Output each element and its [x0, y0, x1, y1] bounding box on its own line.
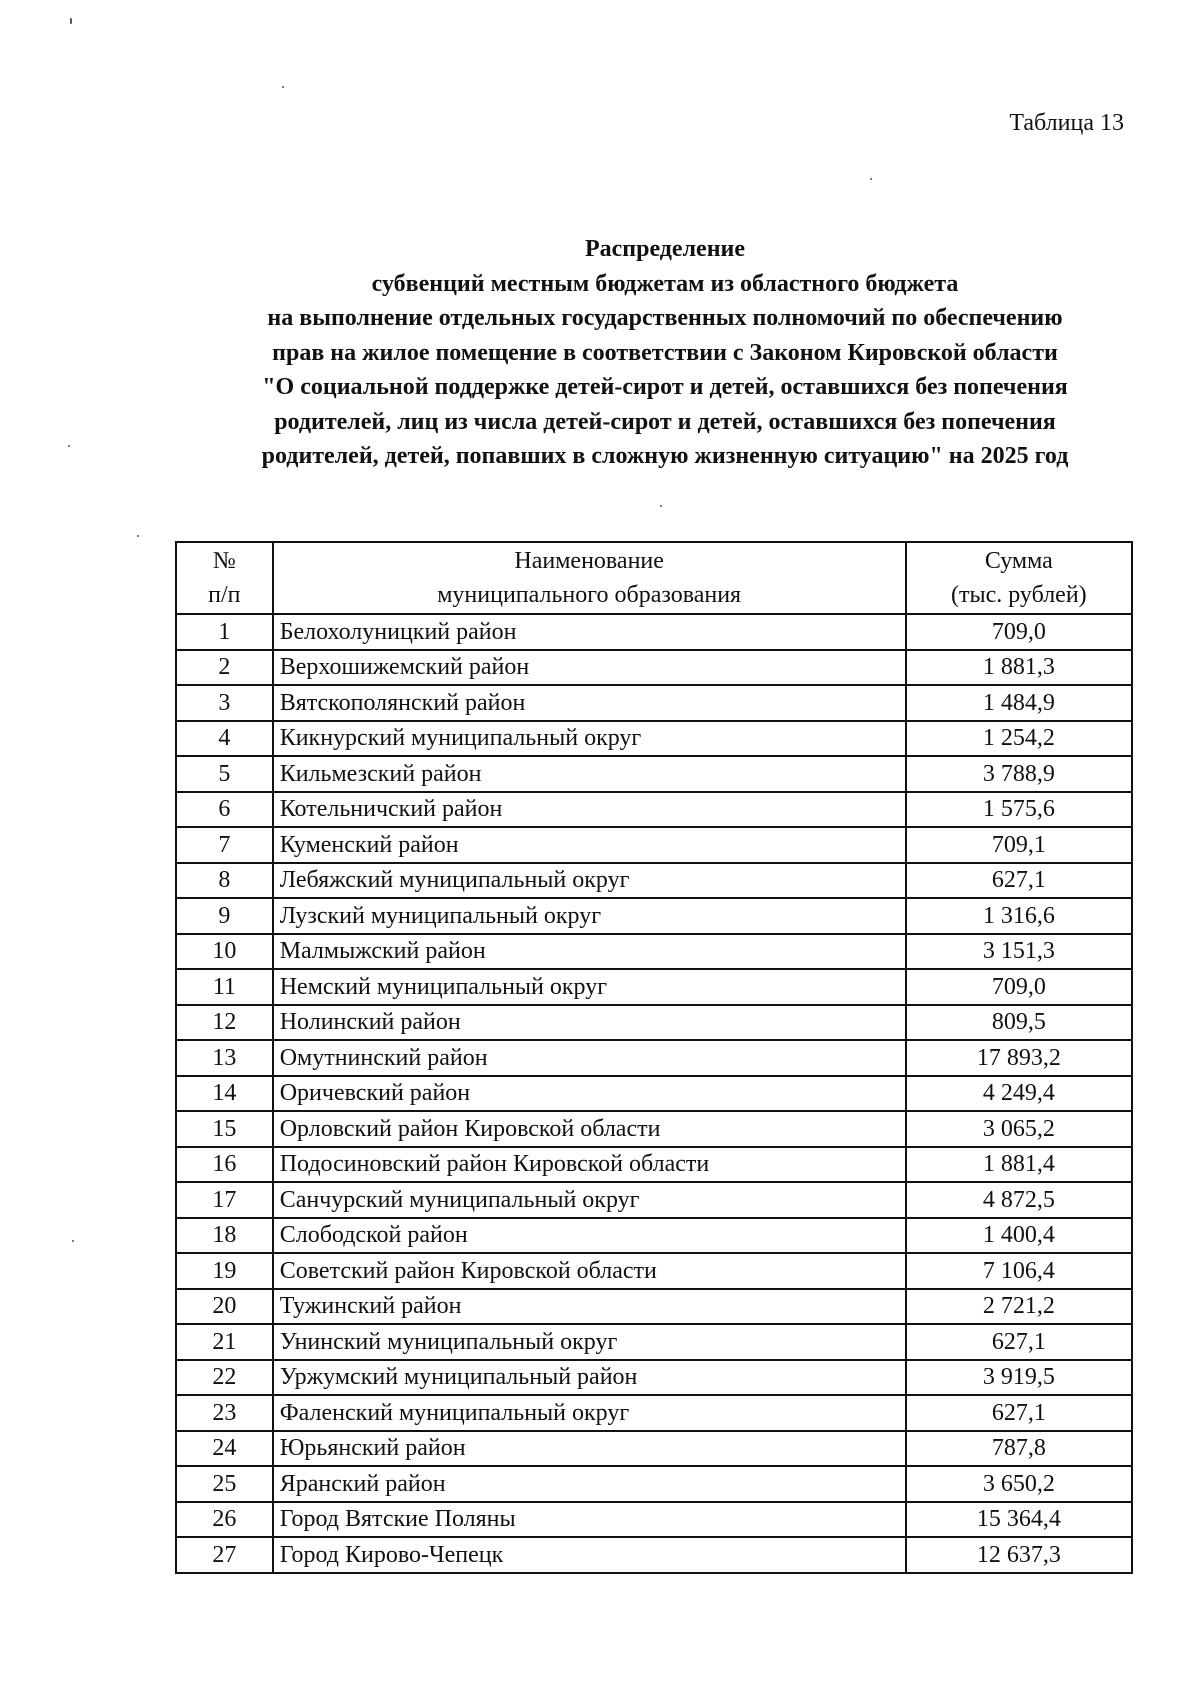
row-number-cell: 21 — [176, 1324, 273, 1360]
scan-speck — [660, 505, 662, 507]
row-sum-cell: 709,0 — [906, 969, 1132, 1005]
row-name-cell: Лебяжский муниципальный округ — [273, 863, 906, 899]
row-number-cell: 2 — [176, 650, 273, 686]
row-number-cell: 24 — [176, 1431, 273, 1467]
table-row — [176, 1182, 1132, 1218]
table-row — [176, 756, 1132, 792]
header-number-line: № — [212, 548, 236, 574]
table-body — [176, 614, 1132, 1573]
row-name-cell: Лузский муниципальный округ — [273, 898, 906, 934]
row-sum-cell: 1 881,4 — [906, 1147, 1132, 1183]
row-name-cell: Яранский район — [273, 1466, 906, 1502]
table-row — [176, 614, 1132, 650]
row-number-cell: 7 — [176, 827, 273, 863]
row-sum-cell: 1 400,4 — [906, 1218, 1132, 1254]
table-row — [176, 1076, 1132, 1112]
row-number-cell: 11 — [176, 969, 273, 1005]
table-row — [176, 969, 1132, 1005]
row-sum-cell: 1 484,9 — [906, 685, 1132, 721]
row-number-cell: 25 — [176, 1466, 273, 1502]
row-sum-cell: 1 575,6 — [906, 792, 1132, 828]
row-number-cell: 6 — [176, 792, 273, 828]
table-row — [176, 1289, 1132, 1325]
row-number-cell: 10 — [176, 934, 273, 970]
row-number-cell: 5 — [176, 756, 273, 792]
scan-speck — [282, 86, 284, 88]
row-sum-cell: 3 065,2 — [906, 1111, 1132, 1147]
table-row — [176, 827, 1132, 863]
row-sum-cell: 17 893,2 — [906, 1040, 1132, 1076]
header-number-line: п/п — [208, 582, 241, 608]
header-name-line: муниципального образования — [437, 582, 742, 608]
row-name-cell: Юрьянский район — [273, 1431, 906, 1467]
row-number-cell: 23 — [176, 1395, 273, 1431]
row-sum-cell: 1 881,3 — [906, 650, 1132, 686]
row-sum-cell: 787,8 — [906, 1431, 1132, 1467]
row-number-cell: 4 — [176, 721, 273, 757]
scan-speck — [137, 535, 139, 537]
row-name-cell: Орловский район Кировской области — [273, 1111, 906, 1147]
table-row — [176, 1502, 1132, 1538]
scan-speck — [72, 1240, 74, 1242]
row-number-cell: 20 — [176, 1289, 273, 1325]
title-line: Распределение — [584, 236, 746, 262]
row-number-cell: 1 — [176, 614, 273, 650]
document-title — [150, 232, 1180, 474]
row-sum-cell: 3 919,5 — [906, 1360, 1132, 1396]
table-row — [176, 1324, 1132, 1360]
scan-speck — [68, 445, 70, 447]
table-row — [176, 1111, 1132, 1147]
row-number-cell: 8 — [176, 863, 273, 899]
row-name-cell: Куменский район — [273, 827, 906, 863]
row-name-cell: Унинский муниципальный округ — [273, 1324, 906, 1360]
row-name-cell: Оричевский район — [273, 1076, 906, 1112]
row-sum-cell: 627,1 — [906, 863, 1132, 899]
table-row — [176, 650, 1132, 686]
row-name-cell: Кикнурский муниципальный округ — [273, 721, 906, 757]
table-row — [176, 1040, 1132, 1076]
table-number-label: Таблица 13 — [1009, 110, 1124, 136]
row-number-cell: 13 — [176, 1040, 273, 1076]
title-line: на выполнение отдельных государственных полномочий по обеспечению — [267, 305, 1063, 331]
header-name-line: Наименование — [514, 548, 664, 574]
header-sum-line: Сумма — [984, 548, 1053, 574]
table-row — [176, 1466, 1132, 1502]
row-number-cell: 9 — [176, 898, 273, 934]
title-line: "О социальной поддержке детей-сирот и детей, оставшихся без попечения — [262, 374, 1068, 400]
row-sum-cell: 7 106,4 — [906, 1253, 1132, 1289]
row-name-cell: Немский муниципальный округ — [273, 969, 906, 1005]
table-row — [176, 934, 1132, 970]
row-name-cell: Уржумский муниципальный район — [273, 1360, 906, 1396]
title-line: субвенций местным бюджетам из областного бюджета — [371, 270, 959, 297]
row-sum-cell: 627,1 — [906, 1395, 1132, 1431]
row-name-cell: Санчурский муниципальный округ — [273, 1182, 906, 1218]
row-name-cell: Город Кирово-Чепецк — [273, 1537, 906, 1573]
row-sum-cell: 4 249,4 — [906, 1076, 1132, 1112]
row-name-cell: Нолинский район — [273, 1005, 906, 1041]
table-row — [176, 863, 1132, 899]
row-number-cell: 26 — [176, 1502, 273, 1538]
distribution-table — [175, 541, 1133, 1574]
row-name-cell: Тужинский район — [273, 1289, 906, 1325]
table-row — [176, 1218, 1132, 1254]
row-sum-cell: 3 788,9 — [906, 756, 1132, 792]
row-sum-cell: 809,5 — [906, 1005, 1132, 1041]
row-name-cell: Малмыжский район — [273, 934, 906, 970]
table-row — [176, 685, 1132, 721]
row-sum-cell: 1 254,2 — [906, 721, 1132, 757]
table-row — [176, 721, 1132, 757]
row-number-cell: 18 — [176, 1218, 273, 1254]
title-line: родителей, лиц из числа детей-сирот и детей, оставшихся без попечения — [274, 408, 1056, 435]
row-number-cell: 12 — [176, 1005, 273, 1041]
row-sum-cell: 4 872,5 — [906, 1182, 1132, 1218]
header-sum — [906, 542, 1132, 614]
row-sum-cell: 627,1 — [906, 1324, 1132, 1360]
table-row — [176, 792, 1132, 828]
row-number-cell: 15 — [176, 1111, 273, 1147]
row-name-cell: Омутнинский район — [273, 1040, 906, 1076]
row-sum-cell: 1 316,6 — [906, 898, 1132, 934]
scan-speck — [870, 178, 872, 180]
row-name-cell: Верхошижемский район — [273, 650, 906, 686]
row-name-cell: Город Вятские Поляны — [273, 1502, 906, 1538]
table-row — [176, 1147, 1132, 1183]
title-line: прав на жилое помещение в соответствии с Законом Кировской области — [272, 339, 1058, 366]
row-name-cell: Фаленский муниципальный округ — [273, 1395, 906, 1431]
row-name-cell: Слободской район — [273, 1218, 906, 1254]
header-name — [273, 542, 906, 614]
table-row — [176, 1360, 1132, 1396]
row-sum-cell: 3 151,3 — [906, 934, 1132, 970]
header-sum-line: (тыс. рублей) — [950, 582, 1087, 608]
row-name-cell: Котельничский район — [273, 792, 906, 828]
row-number-cell: 27 — [176, 1537, 273, 1573]
row-name-cell: Вятскополянский район — [273, 685, 906, 721]
row-name-cell: Кильмезский район — [273, 756, 906, 792]
table-row — [176, 1537, 1132, 1573]
table-row — [176, 1253, 1132, 1289]
row-sum-cell: 709,1 — [906, 827, 1132, 863]
table-row — [176, 1431, 1132, 1467]
table-header-row — [176, 542, 1132, 614]
row-sum-cell: 709,0 — [906, 614, 1132, 650]
scan-speck — [70, 18, 72, 24]
title-line: родителей, детей, попавших в сложную жизненную ситуацию" на 2025 год — [261, 443, 1069, 469]
row-number-cell: 22 — [176, 1360, 273, 1396]
table-row — [176, 1395, 1132, 1431]
row-sum-cell: 3 650,2 — [906, 1466, 1132, 1502]
table-row — [176, 1005, 1132, 1041]
row-sum-cell: 15 364,4 — [906, 1502, 1132, 1538]
row-sum-cell: 12 637,3 — [906, 1537, 1132, 1573]
row-number-cell: 3 — [176, 685, 273, 721]
row-number-cell: 17 — [176, 1182, 273, 1218]
row-number-cell: 16 — [176, 1147, 273, 1183]
row-sum-cell: 2 721,2 — [906, 1289, 1132, 1325]
row-name-cell: Белохолуницкий район — [273, 614, 906, 650]
row-number-cell: 19 — [176, 1253, 273, 1289]
row-name-cell: Подосиновский район Кировской области — [273, 1147, 906, 1183]
row-name-cell: Советский район Кировской области — [273, 1253, 906, 1289]
row-number-cell: 14 — [176, 1076, 273, 1112]
table-row — [176, 898, 1132, 934]
header-number — [176, 542, 273, 614]
